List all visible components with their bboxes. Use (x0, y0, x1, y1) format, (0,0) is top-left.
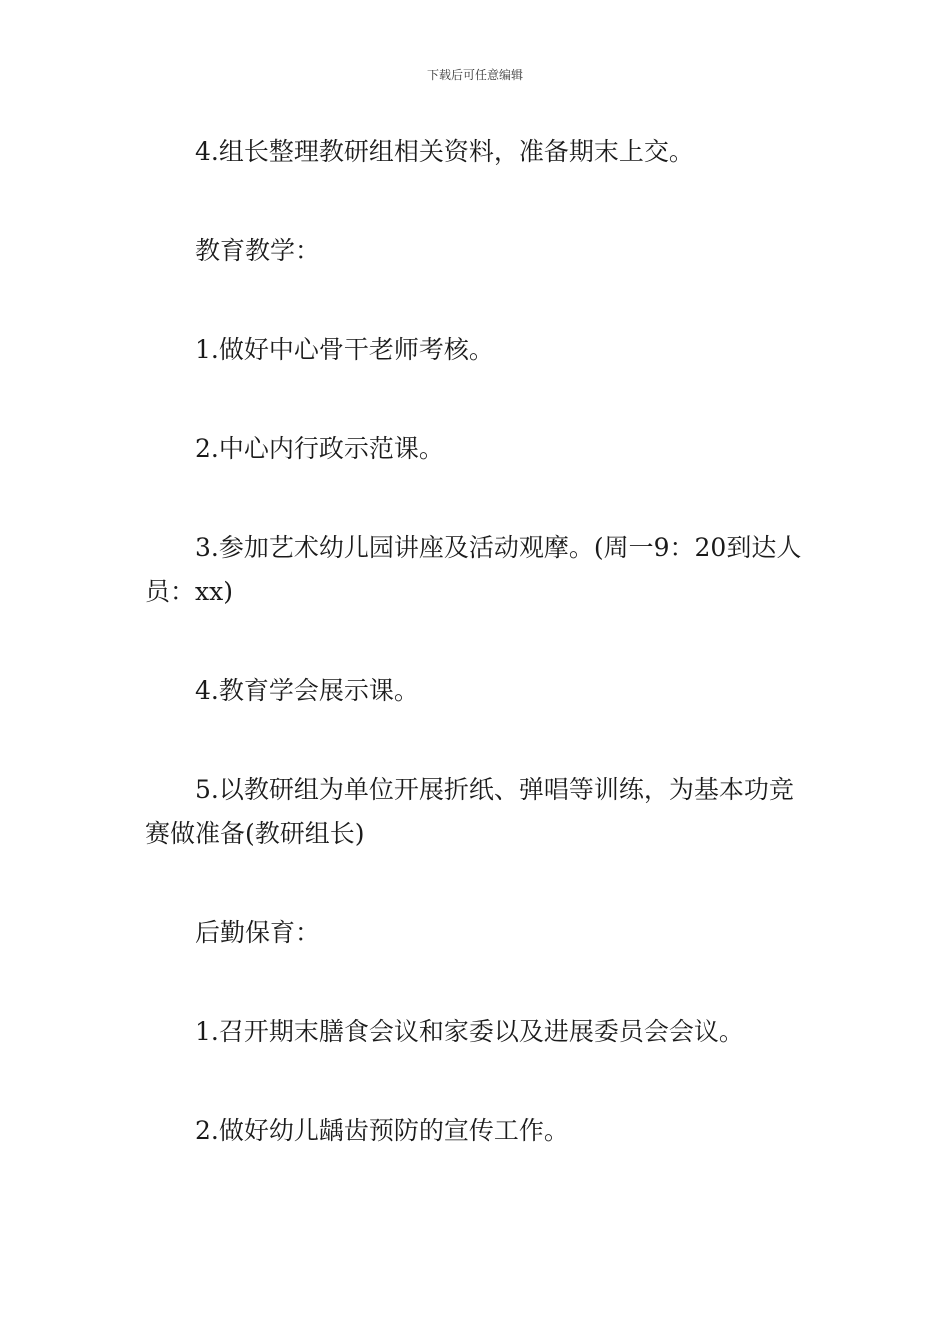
document-body (145, 130, 810, 1208)
paragraph-showcase-class: 4.教育学会展示课。 (195, 676, 419, 705)
paragraph-dental-prevention: 2.做好幼儿龋齿预防的宣传工作。 (195, 1116, 569, 1145)
page-header: 下载后可任意编辑 (426, 68, 523, 82)
paragraph-organize-materials: 4.组长整理教研组相关资料，准备期末上交。 (195, 137, 694, 166)
paragraph-art-kindergarten-lecture: 3.参加艺术幼儿园讲座及活动观摩。(周一9：20到达人员：xx) (145, 533, 802, 606)
paragraph-teacher-assessment: 1.做好中心骨干老师考核。 (195, 335, 494, 364)
paragraph-demo-class: 2.中心内行政示范课。 (195, 434, 444, 463)
paragraph-meal-meeting: 1.召开期末膳食会议和家委以及进展委员会会议。 (195, 1017, 744, 1046)
section-heading-education: 教育教学： (195, 236, 321, 265)
section-heading-logistics: 后勤保育： (195, 918, 321, 947)
paragraph-skills-training: 5.以教研组为单位开展折纸、弹唱等训练，为基本功竞赛做准备(教研组长) (145, 775, 794, 848)
